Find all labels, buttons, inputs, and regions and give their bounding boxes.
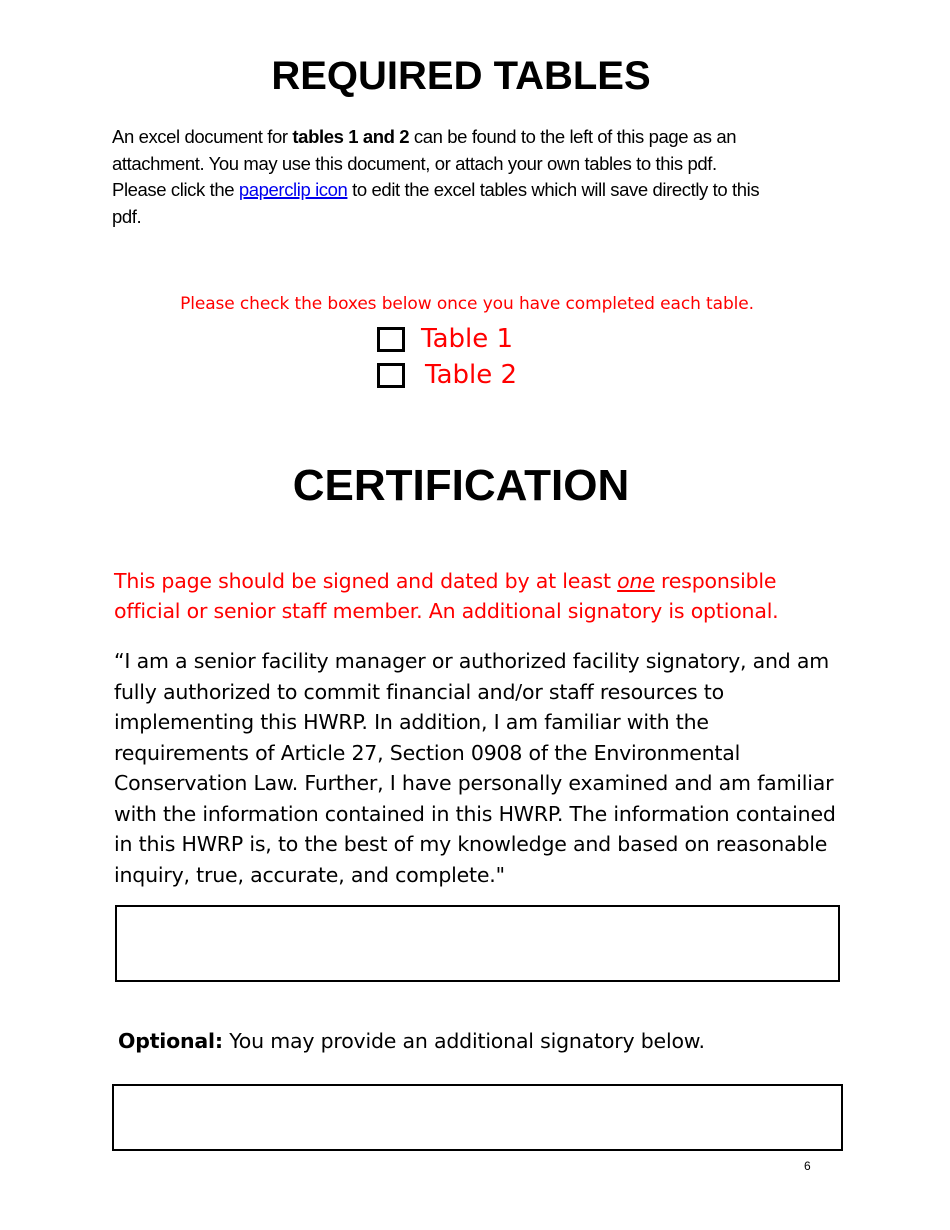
intro-bold-tables: tables 1 and 2 <box>292 126 410 147</box>
intro-text-1: An excel document for <box>112 126 293 147</box>
certification-title: CERTIFICATION <box>292 461 630 510</box>
table-2-checkbox[interactable] <box>377 363 405 388</box>
certification-statement: “I am a senior facility manager or authorized facility signatory, and am fully authorized to commit financial and/or staff resources to implementing this HWRP. In addition, I am familiar with the requirements of Article 27, Section 0908 of the Environmental Conservation Law. Further, I have personally examined and am familiar with the information contained in this HWRP. The information contained in this HWRP is, to the best of my knowledge and based on reasonable inquiry, true, accurate, and complete." <box>114 649 836 887</box>
additional-signature-field[interactable] <box>112 1084 843 1151</box>
table-2-checkbox-row <box>377 359 517 391</box>
check-instruction: Please check the boxes below once you have completed each table. <box>180 294 754 314</box>
warning-text-1: This page should be signed and dated by at least <box>114 569 618 593</box>
optional-label: Optional: <box>118 1029 223 1053</box>
signature-requirement-warning <box>114 566 814 626</box>
table-1-label: Table 1 <box>421 324 514 354</box>
primary-signature-field[interactable] <box>115 905 840 982</box>
warning-emphasis: one <box>617 569 655 593</box>
warning-text-2: responsible official or senior staff member. An additional signatory is optional. <box>114 569 779 623</box>
table-1-checkbox[interactable] <box>377 327 405 352</box>
optional-text: You may provide an additional signatory below. <box>222 1029 705 1053</box>
required-tables-title: REQUIRED TABLES <box>271 54 651 98</box>
intro-text-3: to edit the excel tables which will save directly to this pdf. <box>112 179 760 227</box>
table-2-label: Table 2 <box>425 360 518 390</box>
table-1-checkbox-row <box>377 323 513 355</box>
tables-intro-paragraph <box>112 124 772 230</box>
paperclip-icon-link[interactable]: paperclip icon <box>238 179 348 200</box>
page-number: 6 <box>804 1159 811 1173</box>
optional-signatory-note <box>118 1026 705 1056</box>
intro-text-2: can be found to the left of this page as an attachment. You may use this document, or attach your own tables to this pdf. Please click the <box>112 126 737 200</box>
